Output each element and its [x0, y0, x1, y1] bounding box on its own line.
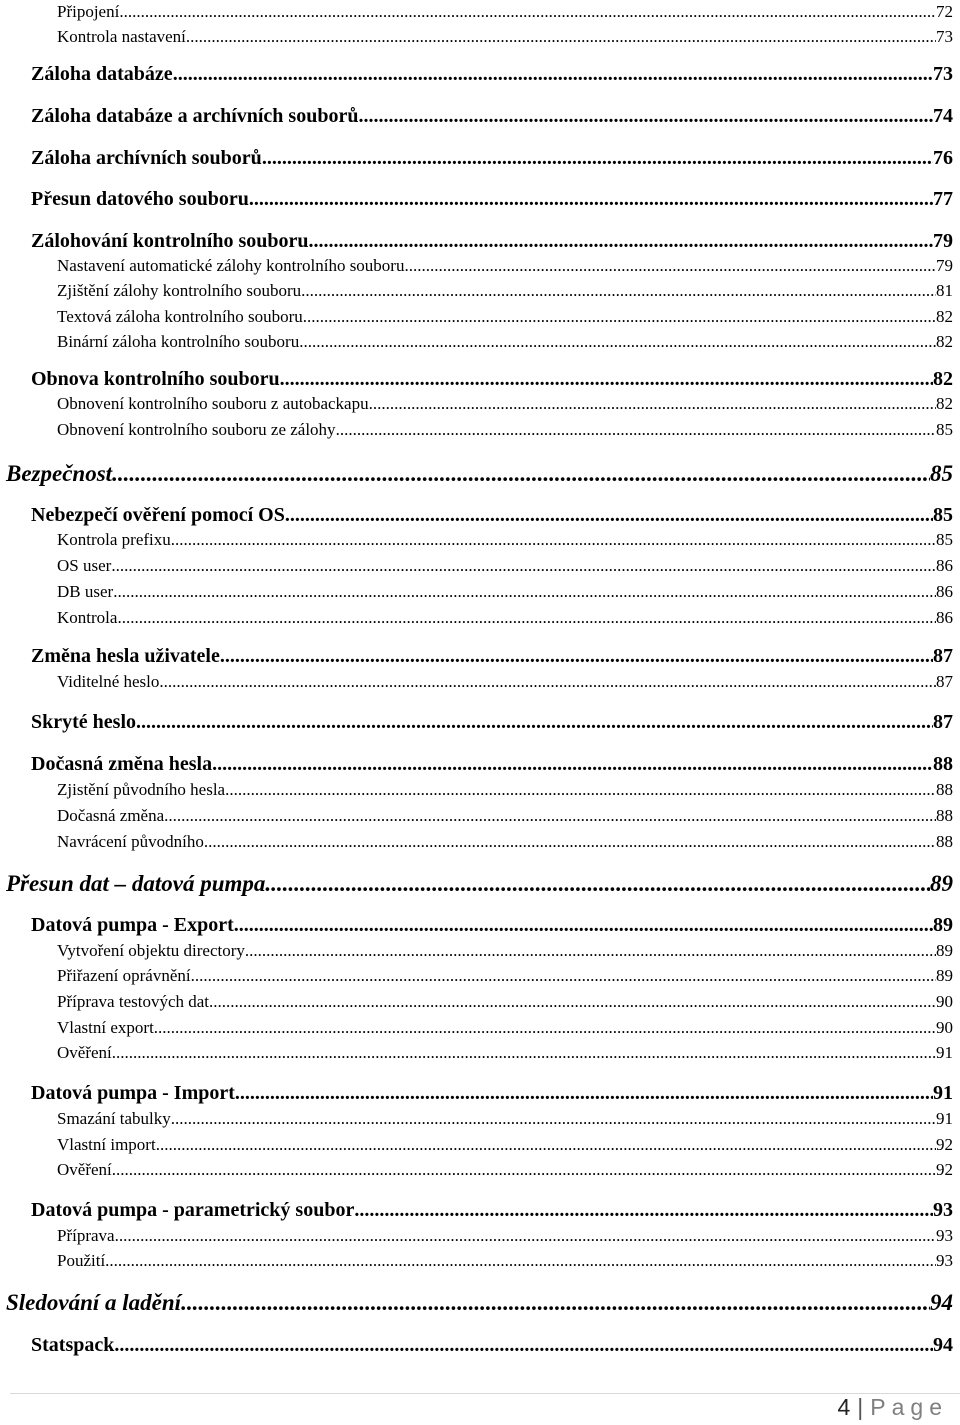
toc-entry[interactable]: [31, 646, 953, 666]
toc-entry-page: 82: [936, 307, 953, 326]
toc-entry[interactable]: [57, 833, 953, 850]
toc-entry-title: Příprava testových dat: [57, 992, 210, 1011]
toc-entry[interactable]: [31, 148, 953, 168]
toc-entry[interactable]: [57, 282, 953, 299]
toc-entry-page: 87: [933, 711, 953, 733]
toc-leader-dots: [249, 189, 933, 209]
toc-leader-dots: [212, 754, 933, 774]
toc-entry[interactable]: [31, 369, 953, 389]
toc-leader-dots: [171, 1110, 936, 1127]
footer-page-word: Page: [870, 1394, 948, 1420]
toc-entry-page: 82: [936, 394, 953, 413]
toc-leader-dots: [404, 257, 936, 274]
toc-leader-dots: [112, 1161, 936, 1178]
toc-entry-page: 81: [936, 281, 953, 300]
toc-entry-page: 94: [933, 1334, 953, 1356]
toc-entry-title: Kontrola: [57, 608, 118, 627]
toc-entry-page: 74: [933, 105, 953, 127]
toc-entry-page: 86: [936, 582, 953, 601]
toc-entry-page: 86: [936, 556, 953, 575]
toc-entry[interactable]: [57, 1227, 953, 1244]
toc-entry-title: Binární záloha kontrolního souboru: [57, 332, 300, 351]
toc-entry[interactable]: [57, 781, 953, 798]
toc-entry-page: 93: [936, 1226, 953, 1245]
toc-entry-title: Přiřazení oprávnění: [57, 966, 191, 985]
toc-leader-dots: [225, 781, 936, 798]
toc-entry-title: Zálohování kontrolního souboru: [31, 230, 309, 252]
toc-entry-title: Obnovení kontrolního souboru ze zálohy: [57, 420, 336, 439]
toc-leader-dots: [204, 833, 936, 850]
toc-entry-title: Dočasná změna: [57, 806, 165, 825]
toc-leader-dots: [136, 712, 933, 732]
toc-entry-title: Ověření: [57, 1043, 112, 1062]
toc-entry-page: 82: [933, 368, 953, 390]
footer-separator: |: [857, 1394, 865, 1420]
toc-leader-dots: [309, 231, 933, 251]
toc-entry-page: 72: [936, 2, 953, 21]
toc-entry-title: Příprava: [57, 1226, 115, 1245]
toc-entry-title: Datová pumpa - parametrický soubor: [31, 1199, 355, 1221]
toc-entry-page: 89: [933, 914, 953, 936]
toc-entry-page: 89: [930, 871, 953, 896]
toc-entry-title: Sledování a ladění: [6, 1290, 182, 1315]
toc-entry[interactable]: [31, 1335, 953, 1355]
toc-entry-page: 76: [933, 147, 953, 169]
toc-entry-title: Skryté heslo: [31, 711, 136, 733]
toc-entry-title: Ověření: [57, 1160, 112, 1179]
toc-entry-page: 92: [936, 1160, 953, 1179]
toc-entry-page: 85: [936, 530, 953, 549]
toc-leader-dots: [112, 1044, 936, 1061]
toc-entry[interactable]: [31, 712, 953, 732]
toc-entry-page: 91: [933, 1082, 953, 1104]
toc-leader-dots: [154, 1019, 936, 1036]
toc-leader-dots: [186, 28, 936, 45]
toc-leader-dots: [299, 333, 936, 350]
toc-entry-title: Nastavení automatické zálohy kontrolního souboru: [57, 256, 405, 275]
toc-leader-dots: [220, 646, 933, 666]
toc-entry-title: Navrácení původního: [57, 832, 204, 851]
toc-entry[interactable]: [57, 993, 953, 1010]
toc-entry-title: Přesun datového souboru: [31, 188, 249, 210]
toc-leader-dots: [354, 1200, 933, 1220]
toc-entry[interactable]: [57, 583, 953, 600]
toc-entry-page: 87: [933, 645, 953, 667]
toc-entry[interactable]: [57, 28, 953, 45]
toc-entry-title: Smazání tabulky: [57, 1109, 171, 1128]
toc-leader-dots: [159, 673, 936, 690]
footer-page-number: [838, 1394, 949, 1421]
toc-entry-page: 90: [936, 1018, 953, 1037]
toc-leader-dots: [111, 557, 936, 574]
toc-entry-page: 92: [936, 1135, 953, 1154]
toc-entry[interactable]: [57, 531, 953, 548]
toc-entry-page: 85: [933, 504, 953, 526]
toc-entry[interactable]: [31, 505, 953, 525]
toc-leader-dots: [164, 807, 936, 824]
toc-entry[interactable]: [57, 1136, 953, 1153]
toc-entry-title: Kontrola prefixu: [57, 530, 171, 549]
toc-entry[interactable]: [31, 64, 953, 84]
toc-entry[interactable]: [57, 395, 953, 412]
toc-leader-dots: [336, 421, 936, 438]
toc-entry-title: OS user: [57, 556, 112, 575]
toc-entry[interactable]: [57, 557, 953, 574]
toc-entry[interactable]: [31, 189, 953, 209]
toc-entry-page: 90: [936, 992, 953, 1011]
toc-entry-title: Změna hesla uživatele: [31, 645, 220, 667]
toc-entry-page: 94: [930, 1290, 953, 1315]
toc-entry-title: Přesun dat – datová pumpa: [6, 871, 266, 896]
toc-entry[interactable]: [57, 673, 953, 690]
toc-entry[interactable]: [31, 231, 953, 251]
toc-entry-title: DB user: [57, 582, 114, 601]
toc-leader-dots: [113, 583, 936, 600]
toc-entry[interactable]: [57, 3, 953, 20]
toc-entry[interactable]: [31, 106, 953, 126]
toc-entry-title: Viditelné heslo: [57, 672, 160, 691]
toc-leader-dots: [235, 1083, 933, 1103]
toc-leader-dots: [114, 1335, 933, 1355]
toc-entry-page: 79: [936, 256, 953, 275]
toc-entry[interactable]: [31, 915, 953, 935]
toc-entry-title: Připojení: [57, 2, 120, 21]
toc-entry-title: Zjistění původního hesla: [57, 780, 226, 799]
toc-entry[interactable]: [57, 1044, 953, 1061]
toc-leader-dots: [171, 531, 936, 548]
toc-entry-title: Textová záloha kontrolního souboru: [57, 307, 303, 326]
toc-entry[interactable]: [57, 1252, 953, 1269]
toc-entry[interactable]: [6, 462, 953, 485]
toc-entry-page: 91: [936, 1109, 953, 1128]
toc-entry-title: Vytvoření objektu directory: [57, 941, 245, 960]
toc-leader-dots: [112, 462, 930, 485]
toc-entry-title: Statspack: [31, 1334, 115, 1356]
toc-entry-title: Použití: [57, 1251, 106, 1270]
toc-leader-dots: [191, 967, 936, 984]
toc-leader-dots: [303, 308, 936, 325]
toc-entry[interactable]: [57, 1110, 953, 1127]
toc-entry-title: Datová pumpa - Import: [31, 1082, 235, 1104]
toc-entry[interactable]: [31, 1083, 953, 1103]
toc-entry[interactable]: [57, 1019, 953, 1036]
toc-entry-page: 89: [936, 941, 953, 960]
toc-leader-dots: [173, 64, 933, 84]
toc-entry[interactable]: [57, 421, 953, 438]
toc-entry-title: Bezpečnost: [6, 461, 113, 486]
toc-entry-page: 88: [933, 753, 953, 775]
toc-entry-title: Záloha databáze: [31, 63, 173, 85]
toc-entry-page: 79: [933, 230, 953, 252]
toc-entry-title: Záloha databáze a archívních souborů: [31, 105, 359, 127]
toc-leader-dots: [265, 872, 930, 895]
toc-entry-page: 86: [936, 608, 953, 627]
toc-entry[interactable]: [57, 967, 953, 984]
toc-entry-page: 85: [936, 420, 953, 439]
toc-leader-dots: [262, 148, 933, 168]
toc-leader-dots: [301, 282, 936, 299]
toc-entry-title: Zjištění zálohy kontrolního souboru: [57, 281, 302, 300]
toc-leader-dots: [156, 1136, 936, 1153]
toc-entry-page: 82: [936, 332, 953, 351]
toc-entry-page: 85: [930, 461, 953, 486]
toc-leader-dots: [369, 395, 936, 412]
toc-entry[interactable]: [57, 942, 953, 959]
toc-entry[interactable]: [31, 754, 953, 774]
toc-entry-page: 91: [936, 1043, 953, 1062]
toc-leader-dots: [117, 609, 936, 626]
toc-leader-dots: [280, 369, 933, 389]
toc-entry[interactable]: [57, 308, 953, 325]
toc-entry-title: Datová pumpa - Export: [31, 914, 234, 936]
toc-entry-title: Dočasná změna hesla: [31, 753, 213, 775]
toc-leader-dots: [234, 915, 933, 935]
toc-leader-dots: [209, 993, 936, 1010]
toc-entry-title: Vlastní import: [57, 1135, 156, 1154]
toc-entry-page: 87: [936, 672, 953, 691]
toc-entry-page: 93: [936, 1251, 953, 1270]
toc-entry-title: Nebezpečí ověření pomocí OS: [31, 504, 285, 526]
toc-entry[interactable]: [57, 807, 953, 824]
toc-entry-title: Obnova kontrolního souboru: [31, 368, 280, 390]
toc-entry-page: 73: [936, 27, 953, 46]
toc-leader-dots: [181, 1291, 930, 1314]
footer-divider: [10, 1393, 960, 1394]
toc-entry[interactable]: [57, 257, 953, 274]
toc-entry[interactable]: [57, 1161, 953, 1178]
toc-entry-page: 73: [933, 63, 953, 85]
page-footer: [0, 1387, 960, 1425]
toc-leader-dots: [285, 505, 933, 525]
toc-leader-dots: [119, 3, 936, 20]
toc-entry-page: 88: [936, 806, 953, 825]
toc-entry-page: 77: [933, 188, 953, 210]
toc-entry[interactable]: [57, 333, 953, 350]
toc-entry[interactable]: [57, 609, 953, 626]
toc-leader-dots: [358, 106, 933, 126]
toc-entry-page: 88: [936, 832, 953, 851]
toc-leader-dots: [105, 1252, 936, 1269]
toc-entry-title: Záloha archívních souborů: [31, 147, 262, 169]
toc-entry-title: Obnovení kontrolního souboru z autobackapu: [57, 394, 369, 413]
toc-entry-page: 88: [936, 780, 953, 799]
toc-leader-dots: [245, 942, 936, 959]
footer-page-digit: 4: [837, 1394, 852, 1420]
toc-leader-dots: [115, 1227, 936, 1244]
toc-entry-title: Kontrola nastavení: [57, 27, 186, 46]
toc-entry[interactable]: [31, 1200, 953, 1220]
toc-entry-page: 93: [933, 1199, 953, 1221]
toc-entry-title: Vlastní export: [57, 1018, 154, 1037]
toc-entry[interactable]: [6, 872, 953, 895]
toc-entry[interactable]: [6, 1291, 953, 1314]
toc-entry-page: 89: [936, 966, 953, 985]
